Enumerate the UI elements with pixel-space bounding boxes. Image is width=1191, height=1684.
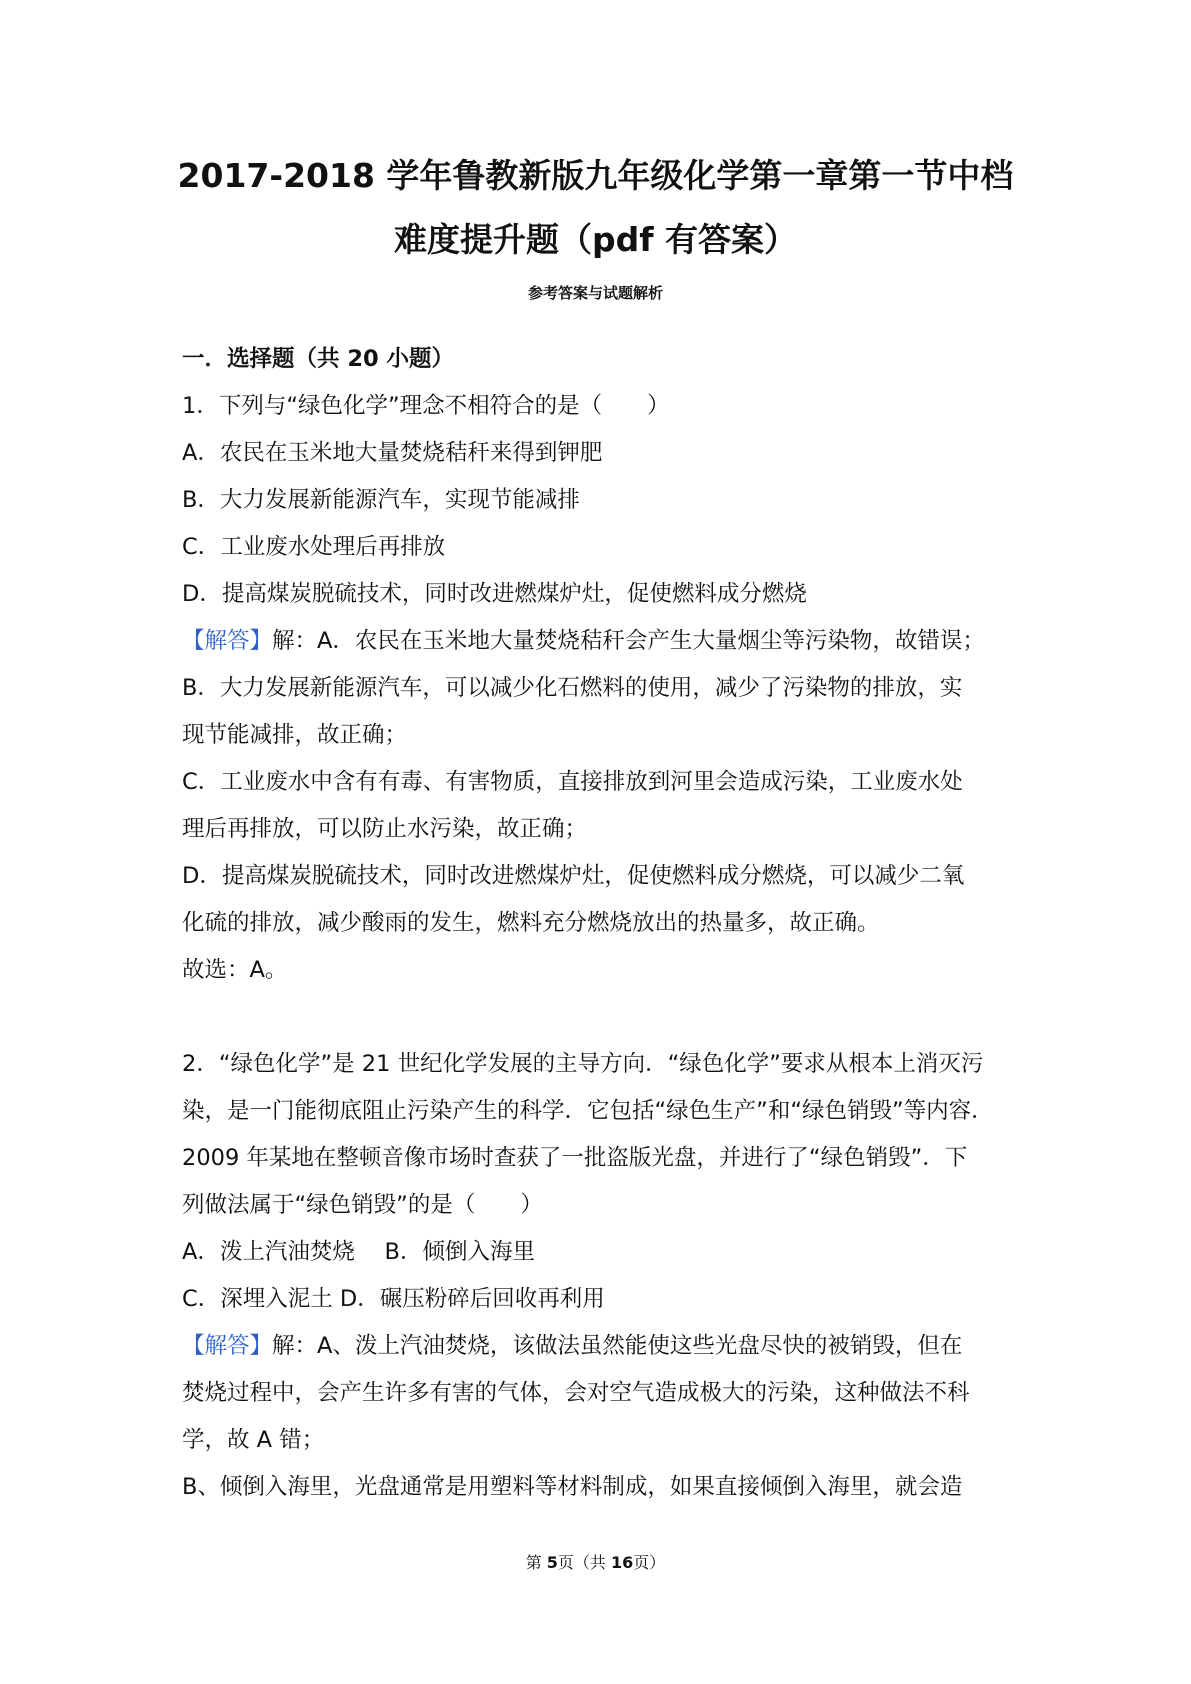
q1-option-a: A．农民在玉米地大量焚烧秸秆来得到钾肥 xyxy=(182,440,603,466)
q2-stem-line: 染，是一门能彻底阻止污染产生的科学．它包括“绿色生产”和“绿色销毁”等内容． xyxy=(182,1098,994,1124)
q1-option-d: D．提高煤炭脱硫技术，同时改进燃煤炉灶，促使燃料成分燃烧 xyxy=(182,581,807,607)
q1-answer-tag: 【解答】 xyxy=(182,628,273,654)
q1-answer-first-line xyxy=(182,618,1022,665)
q1-answer-line: 现节能减排，故正确； xyxy=(182,722,408,748)
q2-answer-line: 焚烧过程中，会产生许多有害的气体，会对空气造成极大的污染，这种做法不科 xyxy=(182,1380,970,1406)
q1-answer-first: 解：A．农民在玉米地大量焚烧秸秆会产生大量烟尘等污染物，故错误； xyxy=(272,628,985,654)
q1-answer-line: D．提高煤炭脱硫技术，同时改进燃煤炉灶，促使燃料成分燃烧，可以减少二氧 xyxy=(182,863,965,889)
q2-options-cd: C．深埋入泥土 D．碾压粉碎后回收再利用 xyxy=(182,1286,605,1312)
q1-option-b: B．大力发展新能源汽车，实现节能减排 xyxy=(182,487,580,513)
q1-stem: 1．下列与“绿色化学”理念不相符合的是（ ） xyxy=(182,393,670,419)
footer-page-number: 5 xyxy=(546,1553,558,1572)
document-title-line2: 难度提升题（pdf 有答案） xyxy=(393,220,798,259)
q1-answer-line: 理后再排放，可以防止水污染，故正确； xyxy=(182,816,588,842)
q1-answer-line: C．工业废水中含有有毒、有害物质，直接排放到河里会造成污染，工业废水处 xyxy=(182,769,963,795)
q2-answer-line: 学，故 A 错； xyxy=(182,1427,325,1453)
footer-total-pages: 16 xyxy=(611,1553,634,1572)
q2-stem-line: 2009 年某地在整顿音像市场时查获了一批盗版光盘，并进行了“绿色销毁”．下 xyxy=(182,1145,968,1171)
q1-answer-line: 化硫的排放，减少酸雨的发生，燃料充分燃烧放出的热量多，故正确。 xyxy=(182,910,880,936)
q2-answer-line: B、倾倒入海里，光盘通常是用塑料等材料制成，如果直接倾倒入海里，就会造 xyxy=(182,1474,963,1500)
footer-middle: 页（共 xyxy=(557,1553,612,1572)
question-spacer xyxy=(182,994,1022,1041)
footer-suffix: 页） xyxy=(633,1553,666,1572)
document-body xyxy=(182,336,1022,1511)
section-heading: 一．选择题（共 20 小题） xyxy=(182,346,454,372)
document-subtitle: 参考答案与试题解析 xyxy=(527,284,663,302)
footer-prefix: 第 xyxy=(525,1553,547,1572)
q2-options-ab: A．泼上汽油焚烧 B．倾倒入海里 xyxy=(182,1239,535,1265)
q2-stem-line: 列做法属于“绿色销毁”的是（ ） xyxy=(182,1192,543,1218)
q1-option-c: C．工业废水处理后再排放 xyxy=(182,534,446,560)
q1-final-choice: 故选：A。 xyxy=(182,957,288,983)
q2-stem-line: 2．“绿色化学”是 21 世纪化学发展的主导方向．“绿色化学”要求从根本上消灭污 xyxy=(182,1051,984,1077)
q2-answer-tag: 【解答】 xyxy=(182,1333,273,1359)
q2-answer-first: 解：A、泼上汽油焚烧，该做法虽然能使这些光盘尽快的被销毁，但在 xyxy=(272,1333,963,1359)
document-title-line1: 2017-2018 学年鲁教新版九年级化学第一章第一节中档 xyxy=(177,156,1014,195)
page-footer xyxy=(0,1550,1191,1573)
q1-answer-line: B．大力发展新能源汽车，可以减少化石燃料的使用，减少了污染物的排放，实 xyxy=(182,675,963,701)
q2-answer-first-line xyxy=(182,1323,1022,1370)
